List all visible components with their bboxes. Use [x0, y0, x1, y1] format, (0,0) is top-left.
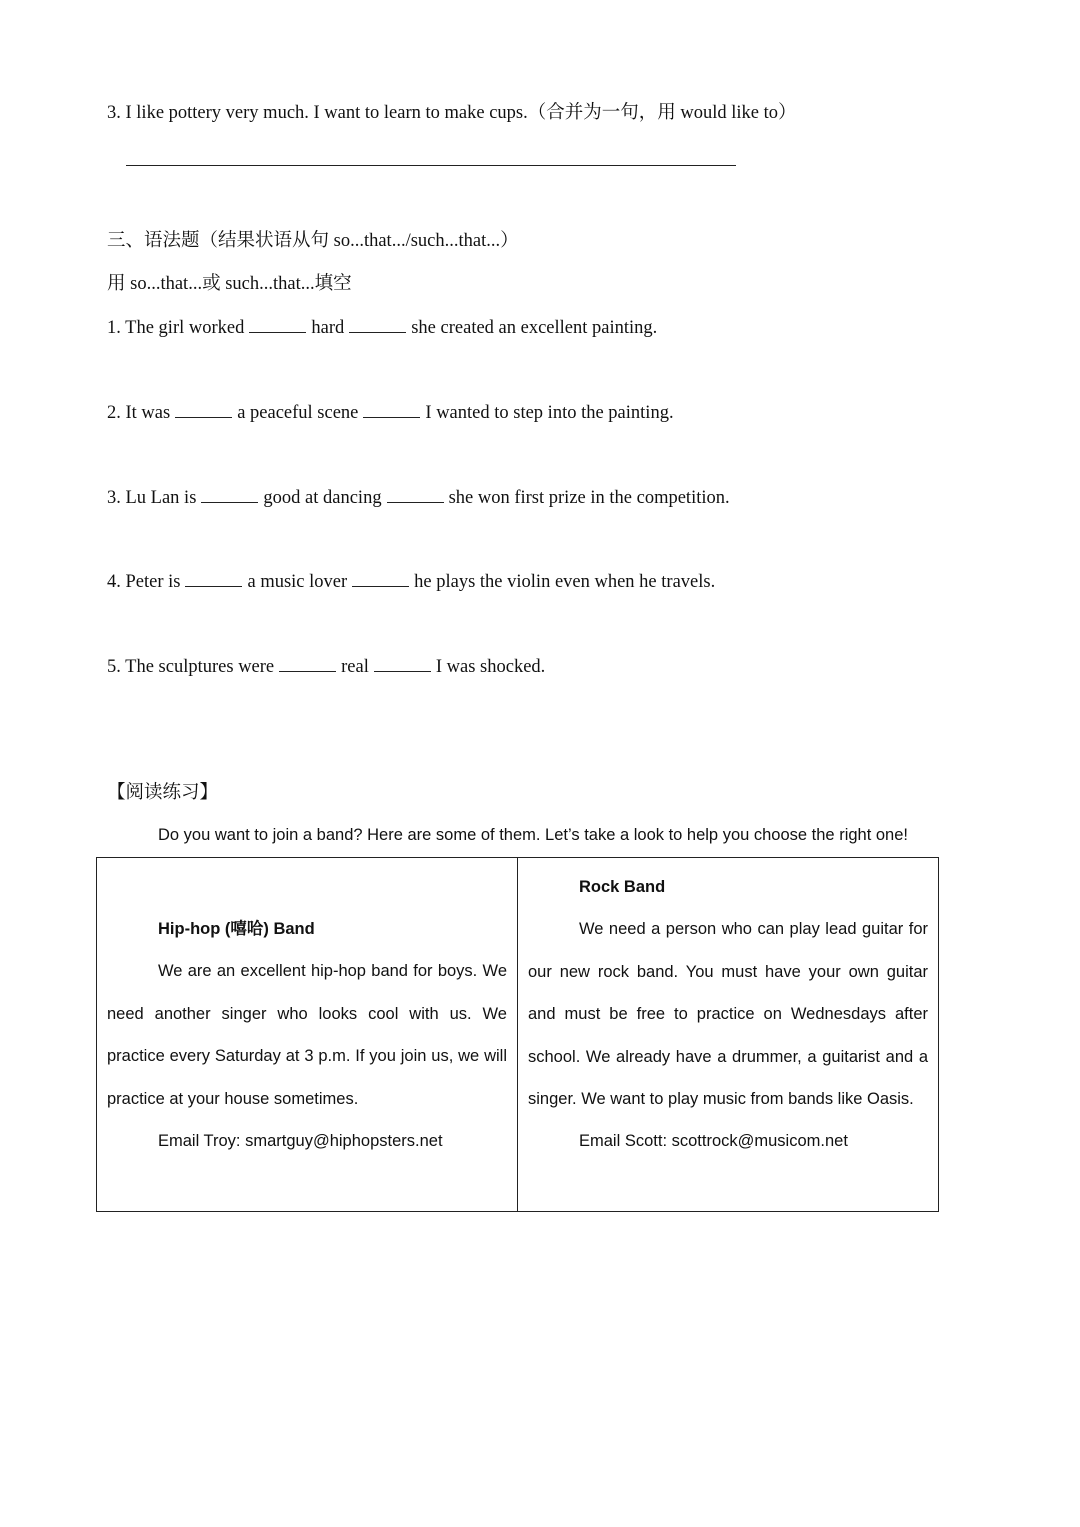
reading-intro: Do you want to join a band? Here are some of them. Let’s take a look to help you choose the right one! — [158, 826, 908, 844]
item-text-end: he plays the violin even when he travels. — [414, 572, 716, 592]
rock-band-email: Email Scott: scottrock@musicom.net — [579, 1132, 848, 1151]
reading-heading: 【阅读练习】 — [107, 783, 219, 803]
item-text-start: 2. It was — [107, 403, 171, 423]
fill-blank[interactable] — [374, 654, 431, 672]
item-text-end: she won first prize in the competition. — [448, 488, 730, 508]
grammar-heading: 三、语法题（结果状语从句 so...that.../such...that...） — [107, 231, 519, 251]
fill-blank[interactable] — [363, 400, 420, 418]
item-text-start: 3. Lu Lan is — [107, 488, 197, 508]
rock-band-body: We need a person who can play lead guitar for our new rock band. You must have your own guitar and must be free to practice on Wednesdays after school. We already have a drummer, a guitarist and a singer. We want to play music from bands like Oasis. — [528, 920, 928, 1109]
band-ads-table — [96, 857, 939, 1212]
grammar-item-3 — [107, 485, 730, 510]
fill-blank[interactable] — [352, 569, 409, 587]
item-text-start: 4. Peter is — [107, 572, 181, 592]
rock-band-cell — [518, 858, 939, 1212]
grammar-item-4 — [107, 569, 715, 594]
fill-blank[interactable] — [249, 315, 306, 333]
fill-blank[interactable] — [349, 315, 406, 333]
fill-blank[interactable] — [185, 569, 242, 587]
answer-line[interactable] — [126, 165, 736, 166]
grammar-item-5 — [107, 654, 545, 679]
rewrite-question-3: 3. I like pottery very much. I want to learn to make cups.（合并为一句，用 would like to） — [107, 103, 797, 123]
item-text-end: I wanted to step into the painting. — [425, 403, 674, 423]
item-text-mid: a peaceful scene — [237, 403, 359, 423]
item-text-end: she created an excellent painting. — [411, 318, 658, 338]
hiphop-band-body: We are an excellent hip-hop band for boys. We need another singer who looks cool with us. We practice every Saturday at 3 p.m. If you join us, we will practice at your house sometimes. — [107, 962, 507, 1108]
item-text-start: 1. The girl worked — [107, 318, 245, 338]
fill-blank[interactable] — [201, 485, 258, 503]
rock-band-title: Rock Band — [579, 878, 666, 896]
fill-blank[interactable] — [387, 485, 444, 503]
grammar-item-1 — [107, 315, 657, 340]
fill-blank[interactable] — [175, 400, 232, 418]
grammar-instruction: 用 so...that...或 such...that...填空 — [107, 274, 352, 294]
item-text-mid: good at dancing — [263, 488, 382, 508]
item-text-mid: real — [341, 657, 369, 677]
hiphop-band-cell — [97, 858, 518, 1212]
hiphop-band-title: Hip-hop (嘻哈) Band — [158, 920, 315, 938]
grammar-item-2 — [107, 400, 674, 425]
item-text-start: 5. The sculptures were — [107, 657, 275, 677]
hiphop-band-email: Email Troy: smartguy@hiphopsters.net — [158, 1132, 443, 1151]
item-text-mid: hard — [311, 318, 345, 338]
fill-blank[interactable] — [279, 654, 336, 672]
item-text-end: I was shocked. — [435, 657, 546, 677]
item-text-mid: a music lover — [247, 572, 348, 592]
